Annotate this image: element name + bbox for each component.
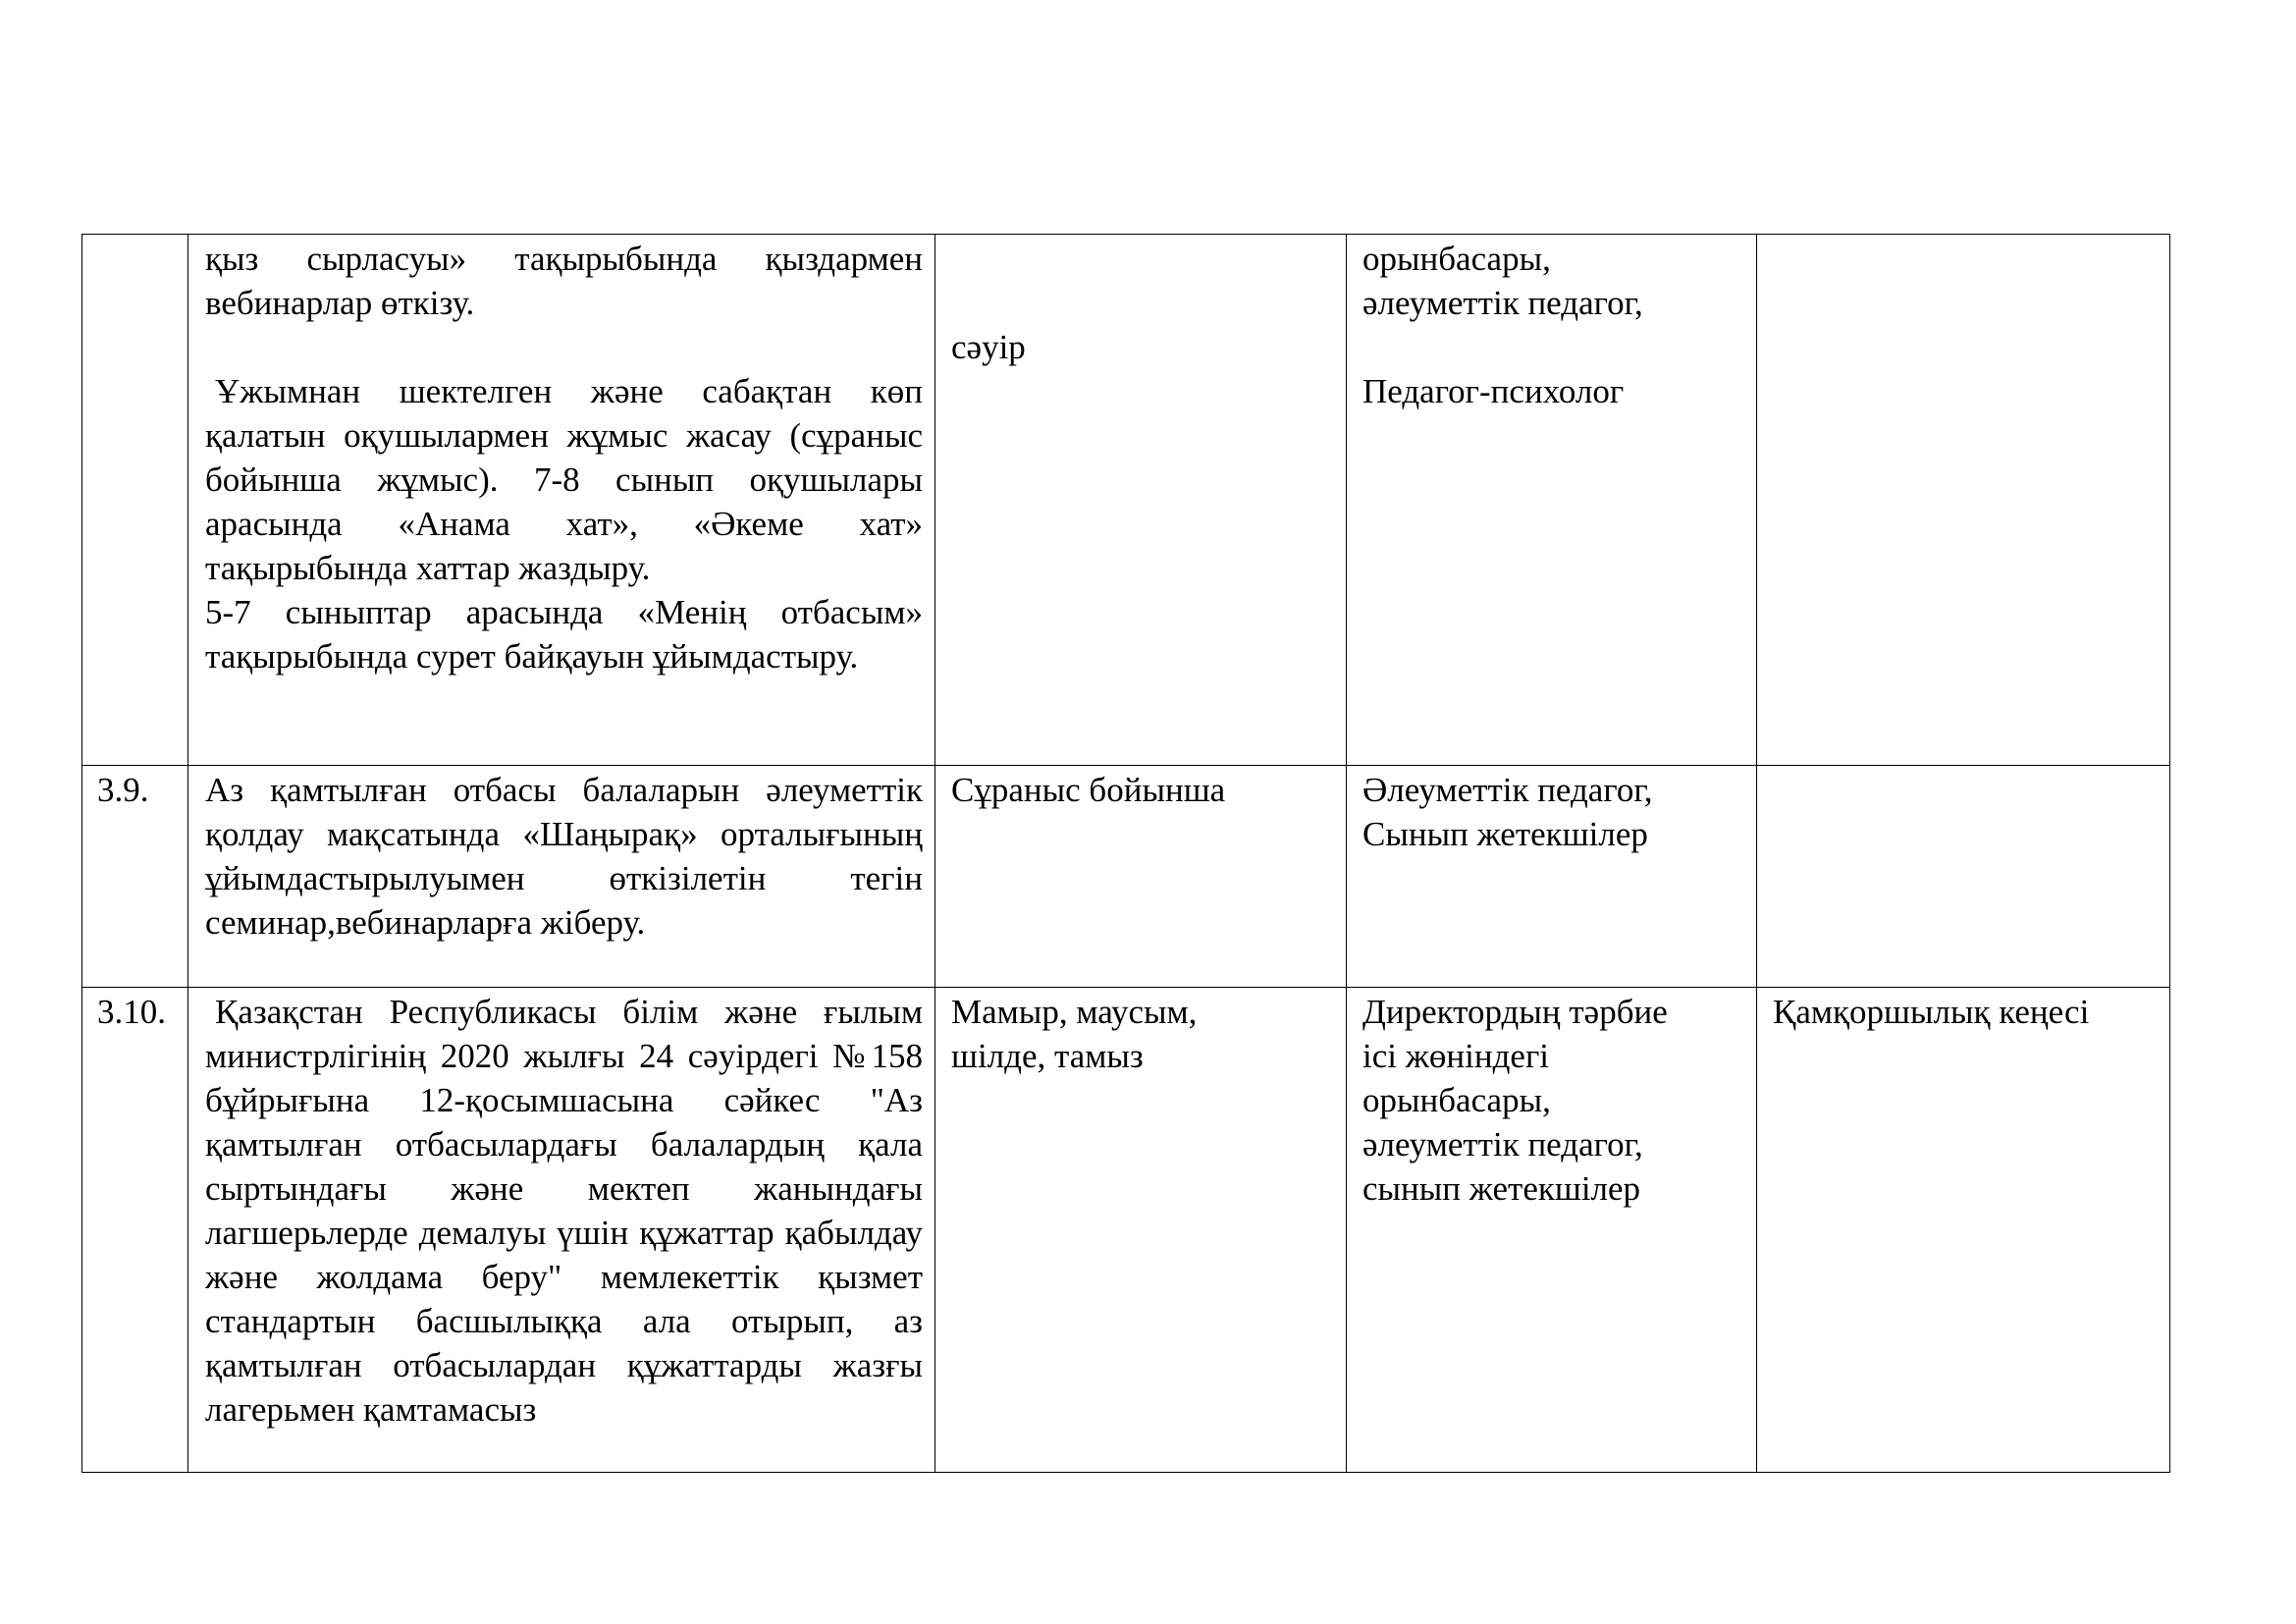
term-cell xyxy=(935,766,1347,988)
activity-cell xyxy=(188,988,935,1473)
responsible-cell xyxy=(1347,988,1757,1473)
table-row xyxy=(82,235,2170,766)
participants-cell xyxy=(1757,766,2170,988)
responsible-text: сынып жетекшілер xyxy=(1362,1169,1641,1208)
table-row xyxy=(82,766,2170,988)
responsible-text: әлеуметтік педагог, xyxy=(1362,284,1643,322)
participants-text: Қамқоршылық кеңесі xyxy=(1773,993,2090,1031)
row-number-cell: 3.10. xyxy=(82,988,188,1473)
responsible-text: әлеуметтік педагог, xyxy=(1362,1125,1643,1164)
participants-cell xyxy=(1757,235,2170,766)
responsible-text: Әлеуметтік педагог, xyxy=(1362,771,1653,809)
responsible-text: Сынып жетекшілер xyxy=(1362,815,1648,853)
responsible-text: Директордың тәрбие xyxy=(1362,993,1668,1031)
participants-cell xyxy=(1757,988,2170,1473)
term-text: Сұраныс бойынша xyxy=(951,771,1226,809)
paragraph-gap xyxy=(1362,325,1746,369)
activity-text: Ұжымнан шектелген және сабақтан көп қалатын оқушылармен жұмыс жасау (сұраныс бойынша жұмыс). 7-8 сынып оқушылары арасында «Анама хат», «Әкеме хат» тақырыбында хаттар жаздыру. xyxy=(205,372,923,587)
paragraph-gap xyxy=(951,281,1336,325)
responsible-text: орынбасары, xyxy=(1362,1081,1551,1119)
activity-text: 5-7 сыныптар арасында «Менің отбасым» тақырыбында сурет байқауын ұйымдастыру. xyxy=(205,593,923,676)
activity-text: Қазақстан Республикасы білім және ғылым министрлігінің 2020 жылғы 24 сәуірдегі №158 бұйрығына 12-қосымшасына сәйкес "Аз қамтылған отбасылардағы балалардың қала сыртындағы және мектеп жанындағы лагшерьлерде демалуы үшін құжаттар қабылдау және жолдама беру" мемлекеттік қызмет стандартын басшылыққа ала отырып, аз қамтылған отбасылардан құжаттарды жазғы лагерьмен қамтамасыз xyxy=(205,993,923,1429)
term-cell xyxy=(935,988,1347,1473)
term-text: сәуір xyxy=(951,328,1026,366)
responsible-cell xyxy=(1347,766,1757,988)
responsible-text: ісі жөніндегі xyxy=(1362,1037,1550,1075)
term-text: шілде, тамыз xyxy=(951,1037,1144,1075)
table-row xyxy=(82,988,2170,1473)
plan-table xyxy=(81,234,2170,1473)
activity-text: қыз сырласуы» тақырыбында қыздармен вебинарлар өткізу. xyxy=(205,240,923,322)
activity-cell xyxy=(188,766,935,988)
row-number-cell: 3.9. xyxy=(82,766,188,988)
paragraph-gap xyxy=(205,325,923,369)
responsible-text: орынбасары, xyxy=(1362,240,1551,278)
row-number-cell xyxy=(82,235,188,766)
responsible-cell xyxy=(1347,235,1757,766)
activity-cell xyxy=(188,235,935,766)
responsible-text: Педагог-психолог xyxy=(1362,372,1625,410)
term-text: Мамыр, маусым, xyxy=(951,993,1198,1031)
activity-text: Аз қамтылған отбасы балаларын әлеуметтік қолдау мақсатында «Шаңырақ» орталығының ұйымдастырылуымен өткізілетін тегін семинар,вебинарларға жіберу. xyxy=(205,771,923,942)
term-cell xyxy=(935,235,1347,766)
paragraph-gap xyxy=(951,237,1336,281)
